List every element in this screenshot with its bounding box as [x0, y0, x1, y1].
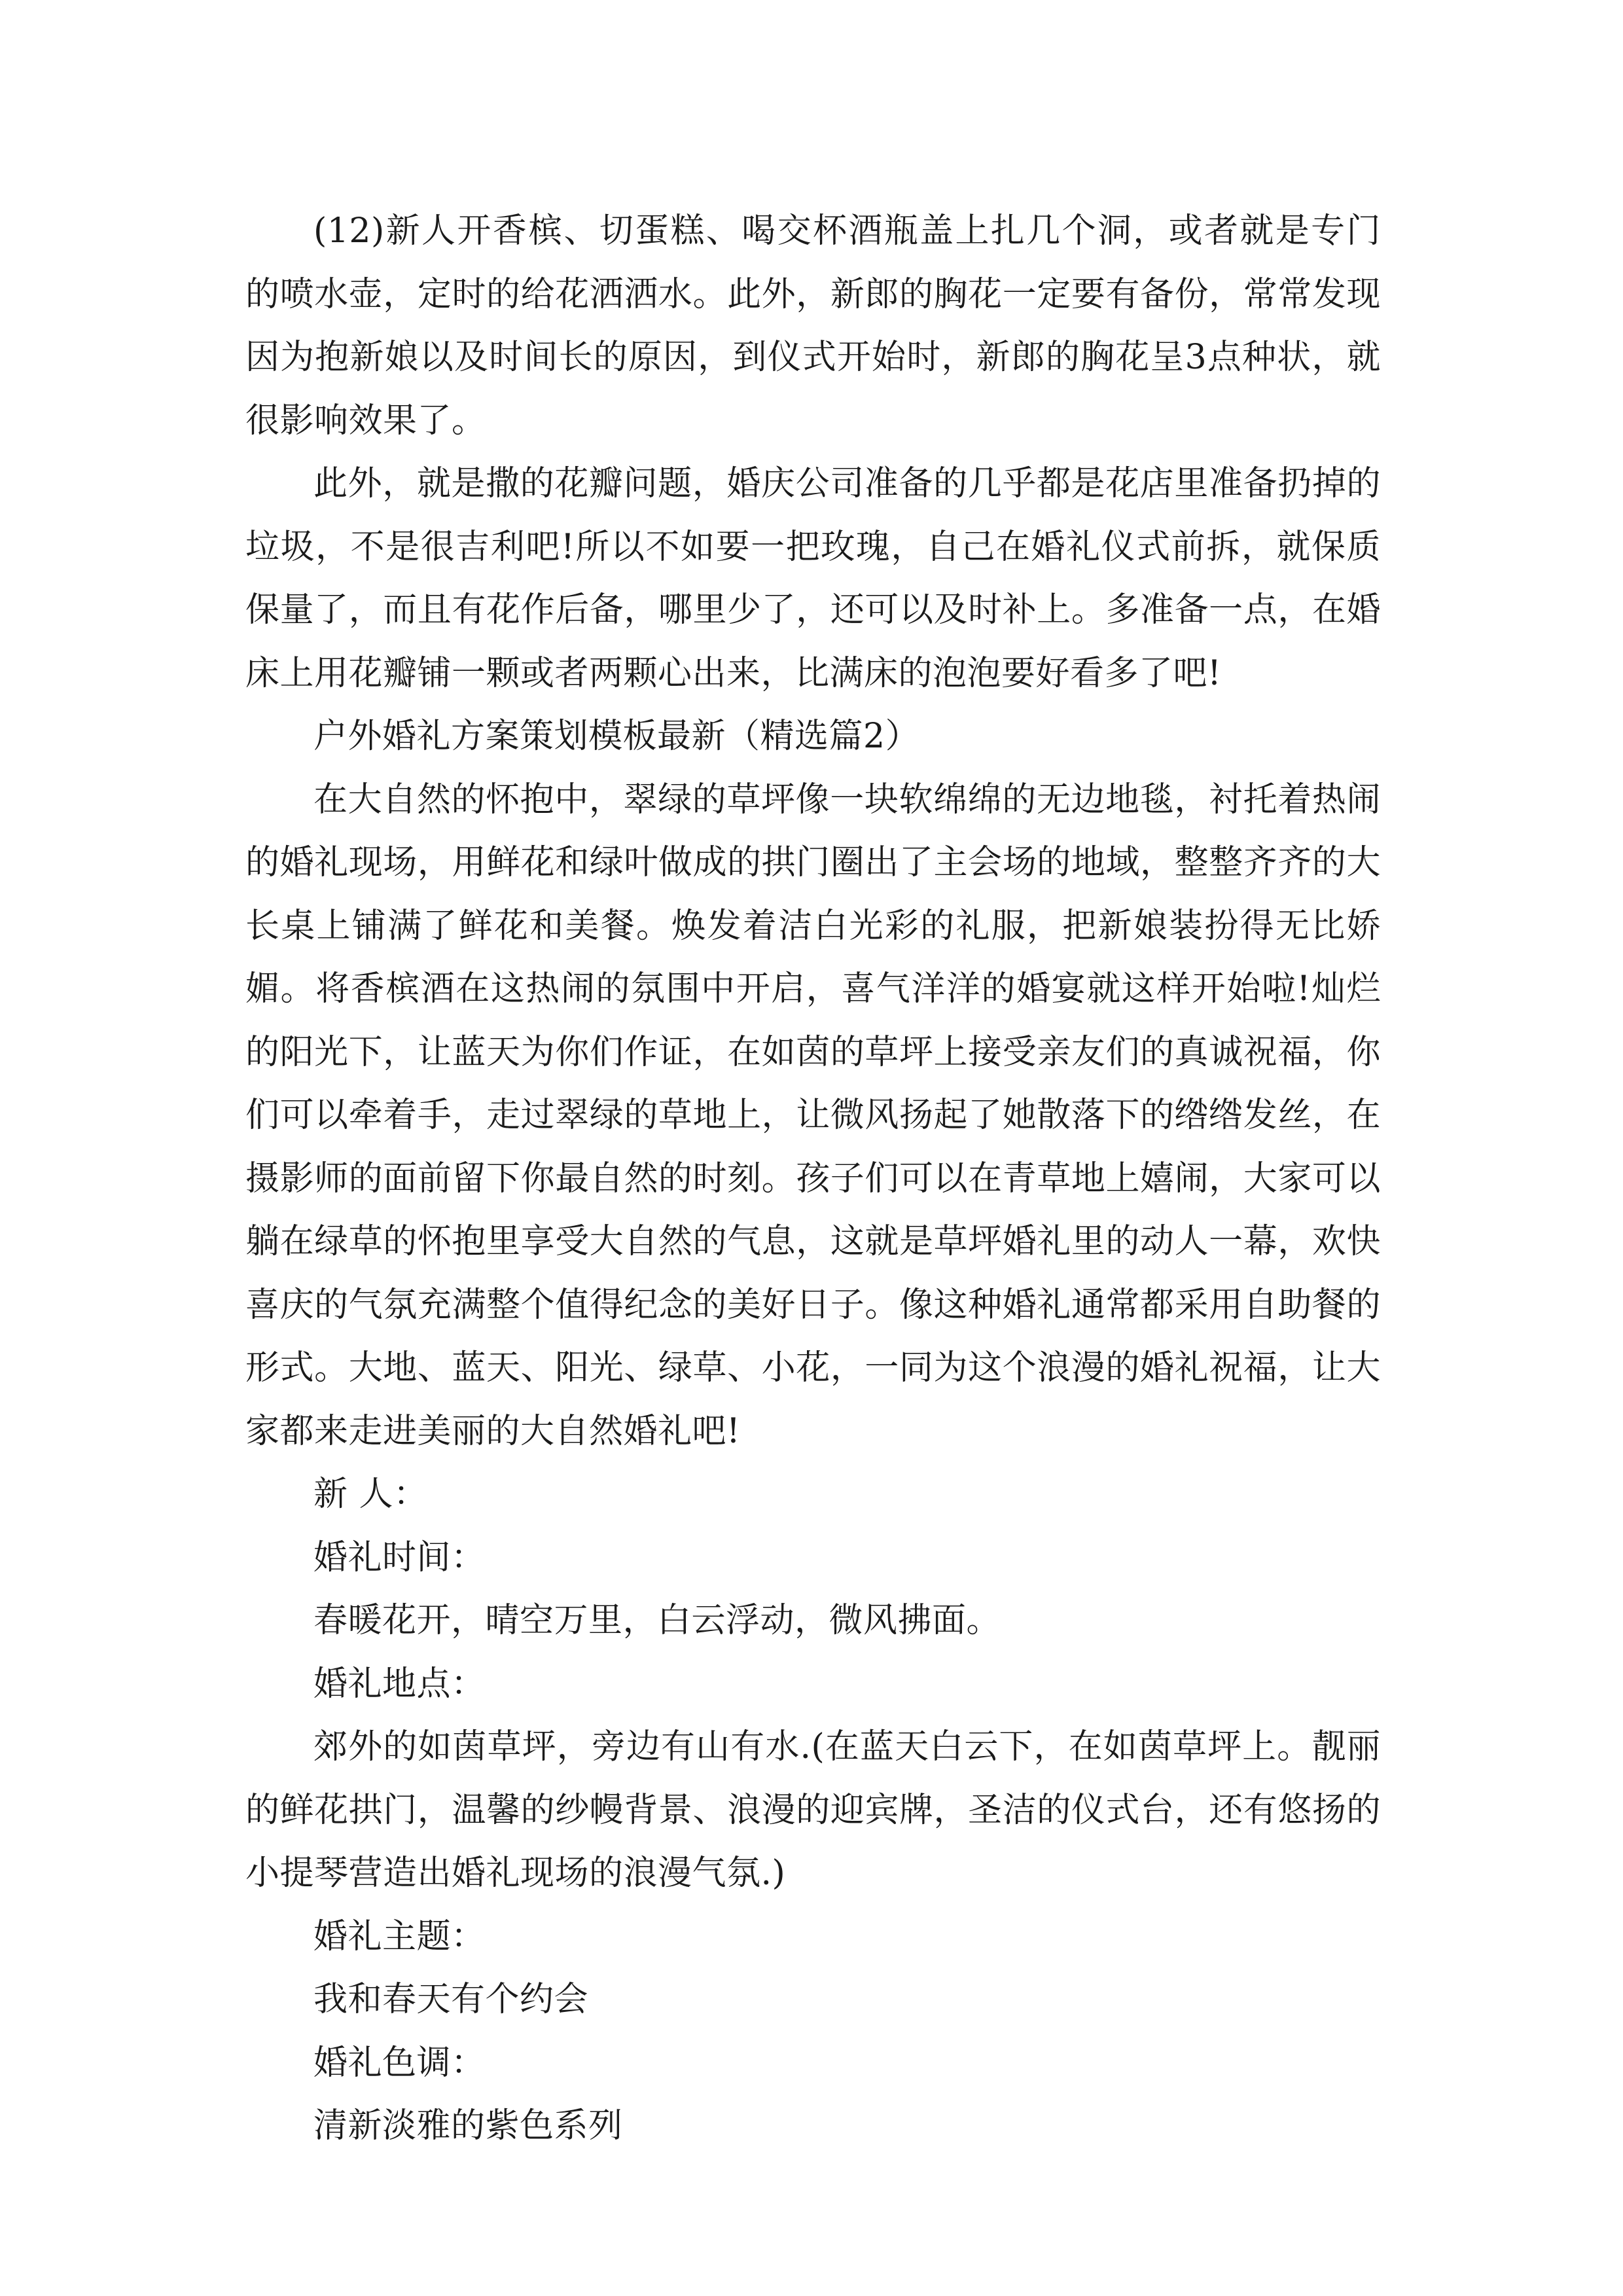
document-body	[245, 200, 1381, 2158]
paragraph-petals: 此外，就是撒的花瓣问题，婚庆公司准备的几乎都是花店里准备扔掉的垃圾，不是很吉利吧!所以不如要一把玫瑰，自己在婚礼仪式前拆，就保质保量了，而且有花作后备，哪里少了，还可以及时补上。多准备一点，在婚床上用花瓣铺一颗或者两颗心出来，比满床的泡泡要好看多了吧!	[245, 464, 1381, 693]
paragraph-flowers-tips: (12)新人开香槟、切蛋糕、喝交杯酒瓶盖上扎几个洞，或者就是专门的喷水壶，定时的给花洒洒水。此外，新郎的胸花一定要有备份，常常发现因为抱新娘以及时间长的原因，到仪式开始时，新郎的胸花呈3点种状，就很影响效果了。	[245, 211, 1381, 440]
wedding-place-value: 郊外的如茵草坪，旁边有山有水.(在蓝天白云下，在如茵草坪上。靓丽的鲜花拱门，温馨的纱幔背景、浪漫的迎宾牌，圣洁的仪式台，还有悠扬的小提琴营造出婚礼现场的浪漫气氛.)	[245, 1727, 1381, 1893]
section-title: 户外婚礼方案策划模板最新（精选篇2）	[313, 717, 920, 756]
wedding-color-label: 婚礼色调：	[313, 2043, 486, 2083]
wedding-time-label: 婚礼时间：	[313, 1537, 486, 1577]
newlyweds-label: 新 人：	[313, 1475, 428, 1514]
wedding-theme-label: 婚礼主题：	[313, 1916, 486, 1956]
wedding-color-value: 清新淡雅的紫色系列	[313, 2106, 623, 2145]
wedding-theme-value: 我和春天有个约会	[313, 1980, 589, 2019]
wedding-time-value: 春暖花开，晴空万里，白云浮动，微风拂面。	[313, 1601, 1001, 1640]
wedding-place-label: 婚礼地点：	[313, 1664, 486, 1704]
paragraph-intro: 在大自然的怀抱中，翠绿的草坪像一块软绵绵的无边地毯，衬托着热闹的婚礼现场，用鲜花和绿叶做成的拱门圈出了主会场的地域，整整齐齐的大长桌上铺满了鲜花和美餐。焕发着洁白光彩的礼服，把新娘装扮得无比娇媚。将香槟酒在这热闹的氛围中开启，喜气洋洋的婚宴就这样开始啦!灿烂的阳光下，让蓝天为你们作证，在如茵的草坪上接受亲友们的真诚祝福，你们可以牵着手，走过翠绿的草地上，让微风扬起了她散落下的绺绺发丝，在摄影师的面前留下你最自然的时刻。孩子们可以在青草地上嬉闹，大家可以躺在绿草的怀抱里享受大自然的气息，这就是草坪婚礼里的动人一幕，欢快喜庆的气氛充满整个值得纪念的美好日子。像这种婚礼通常都采用自助餐的形式。大地、蓝天、阳光、绿草、小花，一同为这个浪漫的婚礼祝福，让大家都来走进美丽的大自然婚礼吧!	[245, 780, 1381, 1451]
